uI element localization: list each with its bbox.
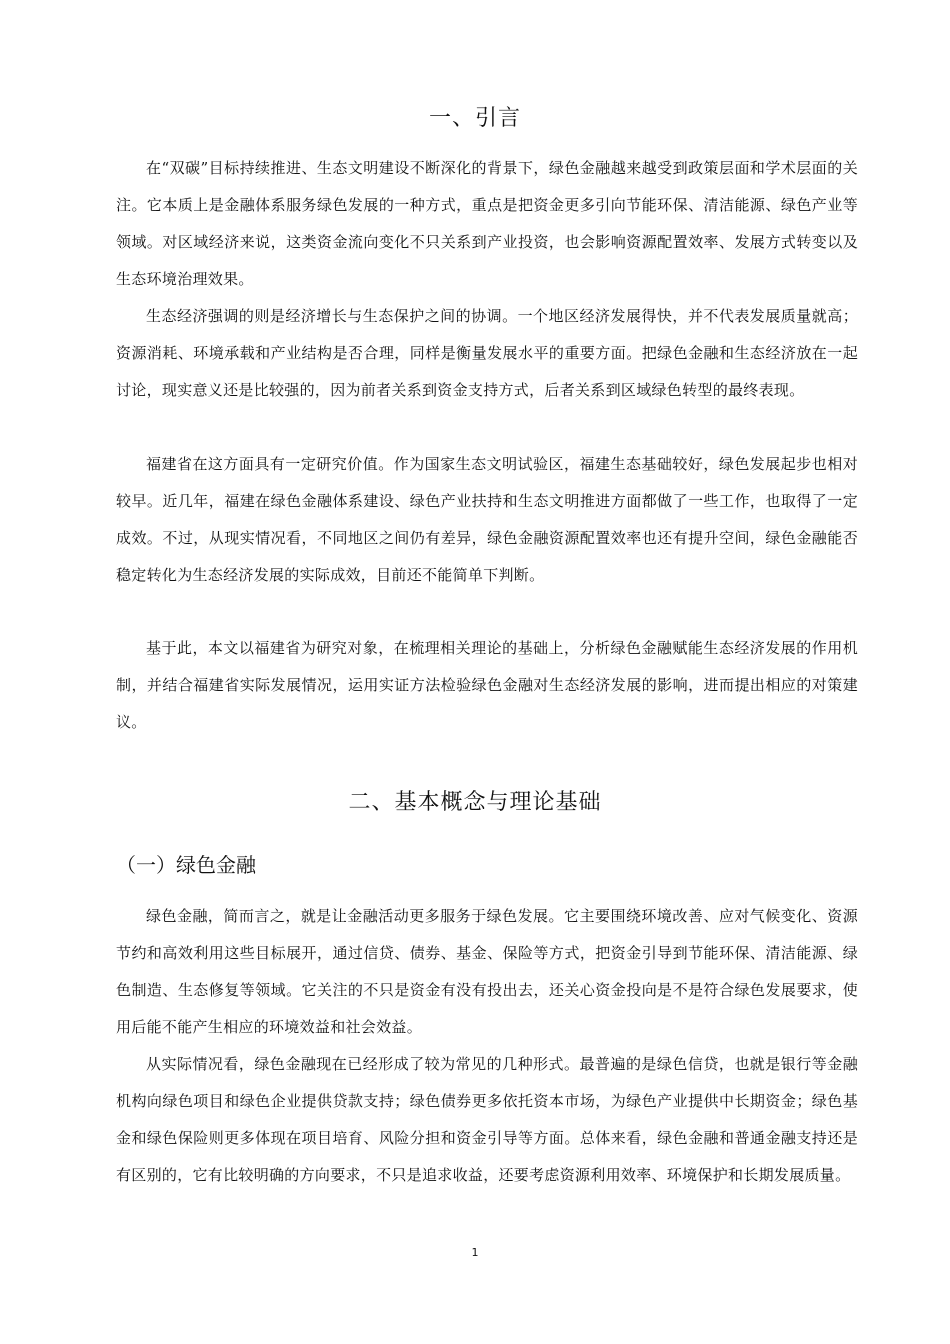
theory-paragraph-1: 绿色金融，简而言之，就是让金融活动更多服务于绿色发展。它主要围绕环境改善、应对气候变化、资源节约和高效利用这些目标展开，通过信贷、债券、基金、保险等方式，把资金引导到节能环保、清洁能源、绿色制造、生态修复等领域。它关注的不只是资金有没有投出去，还关心资金投向是不是符合绿色发展要求，使用后能不能产生相应的环境效益和社会效益。 (116, 907, 858, 1036)
section-heading-intro: 一、引言 (428, 106, 521, 131)
page-number: 1 (471, 1246, 479, 1259)
intro-paragraph-2: 生态经济强调的则是经济增长与生态保护之间的协调。一个地区经济发展得快，并不代表发展质量就高；资源消耗、环境承载和产业结构是否合理，同样是衡量发展水平的重要方面。把绿色金融和生态经济放在一起讨论，现实意义还是比较强的，因为前者关系到资金支持方式，后者关系到区域绿色转型的最终表现。 (116, 307, 858, 399)
section-heading-theory: 二、基本概念与理论基础 (348, 790, 602, 815)
theory-paragraph-2: 从实际情况看，绿色金融现在已经形成了较为常见的几种形式。最普遍的是绿色信贷，也就是银行等金融机构向绿色项目和绿色企业提供贷款支持；绿色债券更多依托资本市场，为绿色产业提供中长期资金；绿色基金和绿色保险则更多体现在项目培育、风险分担和资金引导等方面。总体来看，绿色金融和普通金融支持还是有区别的，它有比较明确的方向要求，不只是追求收益，还要考虑资源利用效率、环境保护和长期发展质量。 (116, 1055, 858, 1184)
subsection-heading-green-finance: （一）绿色金融 (116, 853, 256, 877)
intro-paragraph-3: 福建省在这方面具有一定研究价值。作为国家生态文明试验区，福建生态基础较好，绿色发展起步也相对较早。近几年，福建在绿色金融体系建设、绿色产业扶持和生态文明推进方面都做了一些工作，也取得了一定成效。不过，从现实情况看，不同地区之间仍有差异，绿色金融资源配置效率也还有提升空间，绿色金融能否稳定转化为生态经济发展的实际成效，目前还不能简单下判断。 (116, 455, 858, 584)
intro-paragraph-1: 在“双碳”目标持续推进、生态文明建设不断深化的背景下，绿色金融越来越受到政策层面和学术层面的关注。它本质上是金融体系服务绿色发展的一种方式，重点是把资金更多引向节能环保、清洁能源、绿色产业等领域。对区域经济来说，这类资金流向变化不只关系到产业投资，也会影响资源配置效率、发展方式转变以及生态环境治理效果。 (116, 159, 858, 288)
intro-paragraph-4: 基于此，本文以福建省为研究对象，在梳理相关理论的基础上，分析绿色金融赋能生态经济发展的作用机制，并结合福建省实际发展情况，运用实证方法检验绿色金融对生态经济发展的影响，进而提出相应的对策建议。 (116, 639, 858, 731)
